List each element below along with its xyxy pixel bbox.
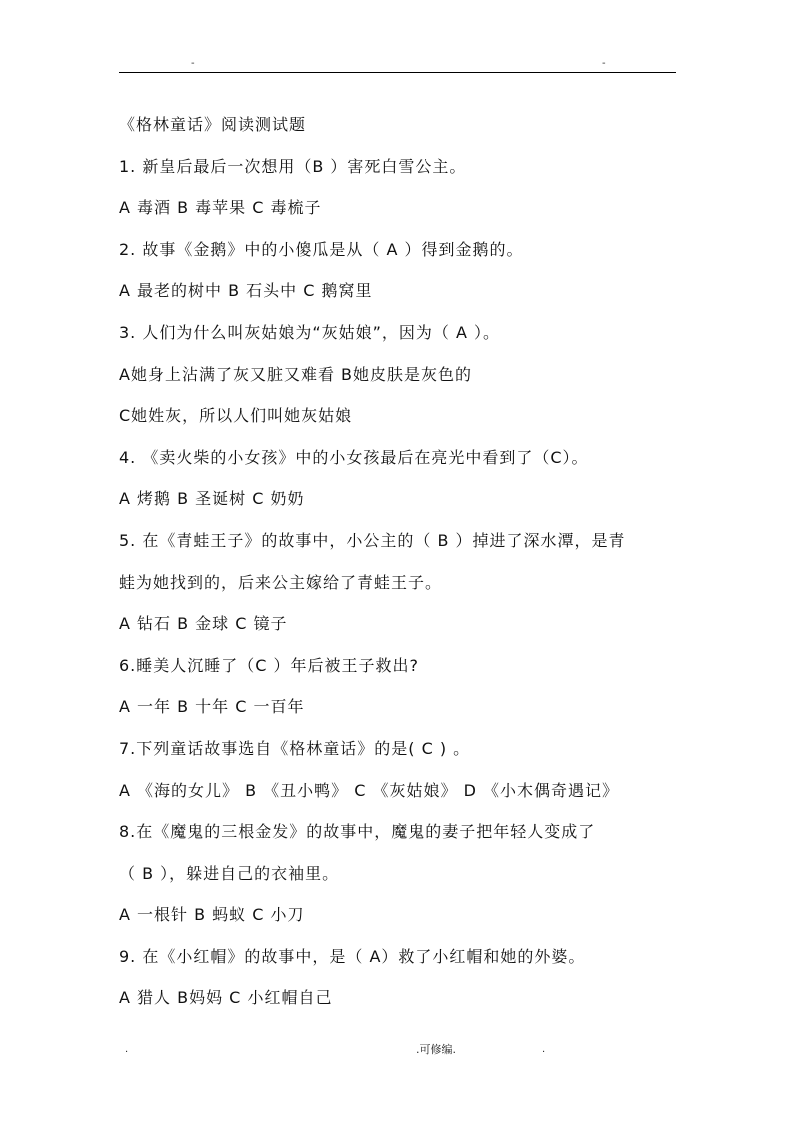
document-title: 《格林童话》阅读测试题 <box>119 115 307 134</box>
question-1-options: A 毒酒 B 毒苹果 C 毒梳子 <box>119 198 322 218</box>
header-right-mark: - <box>602 58 606 69</box>
question-5-options: A 钻石 B 金球 C 镜子 <box>119 614 288 634</box>
document-body <box>119 104 679 1019</box>
question-6-options: A 一年 B 十年 C 一百年 <box>119 697 305 717</box>
question-3: 3. 人们为什么叫灰姑娘为“灰姑娘”，因为（ A ）。 <box>119 322 501 342</box>
footer-right-mark: . <box>542 1044 546 1055</box>
question-5-line-2: 蛙为她找到的，后来公主嫁给了青蛙王子。 <box>119 572 443 592</box>
question-1: 1. 新皇后最后一次想用（B ）害死白雪公主。 <box>119 156 467 176</box>
question-8-options: A 一根针 B 蚂蚁 C 小刀 <box>119 905 305 925</box>
question-2-options: A 最老的树中 B 石头中 C 鹅窝里 <box>119 281 373 301</box>
question-7: 7.下列童话故事选自《格林童话》的是( C ) 。 <box>119 738 471 758</box>
header-left-mark: - <box>191 58 195 69</box>
question-7-options: A 《海的女儿》 B 《丑小鸭》 C 《灰姑娘》 D 《小木偶奇遇记》 <box>119 780 620 800</box>
question-8-line-2: （ B ），躲进自己的衣袖里。 <box>119 863 340 883</box>
question-9: 9. 在《小红帽》的故事中，是（ A）救了小红帽和她的外婆。 <box>119 946 586 966</box>
question-3-options-line-2: C她姓灰，所以人们叫她灰姑娘 <box>119 406 353 426</box>
question-5-line-1: 5. 在《青蛙王子》的故事中，小公主的（ B ）掉进了深水潭，是青 <box>119 530 626 550</box>
footer-left-mark: . <box>125 1044 129 1055</box>
question-3-options-line-1: A她身上沾满了灰又脏又难看 B她皮肤是灰色的 <box>119 364 473 384</box>
question-9-options: A 猎人 B妈妈 C 小红帽自己 <box>119 988 333 1008</box>
question-8-line-1: 8.在《魔鬼的三根金发》的故事中，魔鬼的妻子把年轻人变成了 <box>119 822 596 842</box>
question-4: 4. 《卖火柴的小女孩》中的小女孩最后在亮光中看到了（C）。 <box>119 447 589 467</box>
footer-editable-note: .可修编. <box>416 1043 456 1056</box>
question-6: 6.睡美人沉睡了（C ）年后被王子救出? <box>119 655 420 675</box>
question-2: 2. 故事《金鹅》中的小傻瓜是从（ A ）得到金鹅的。 <box>119 239 524 259</box>
header-rule <box>119 72 676 73</box>
question-4-options: A 烤鹅 B 圣诞树 C 奶奶 <box>119 489 305 509</box>
